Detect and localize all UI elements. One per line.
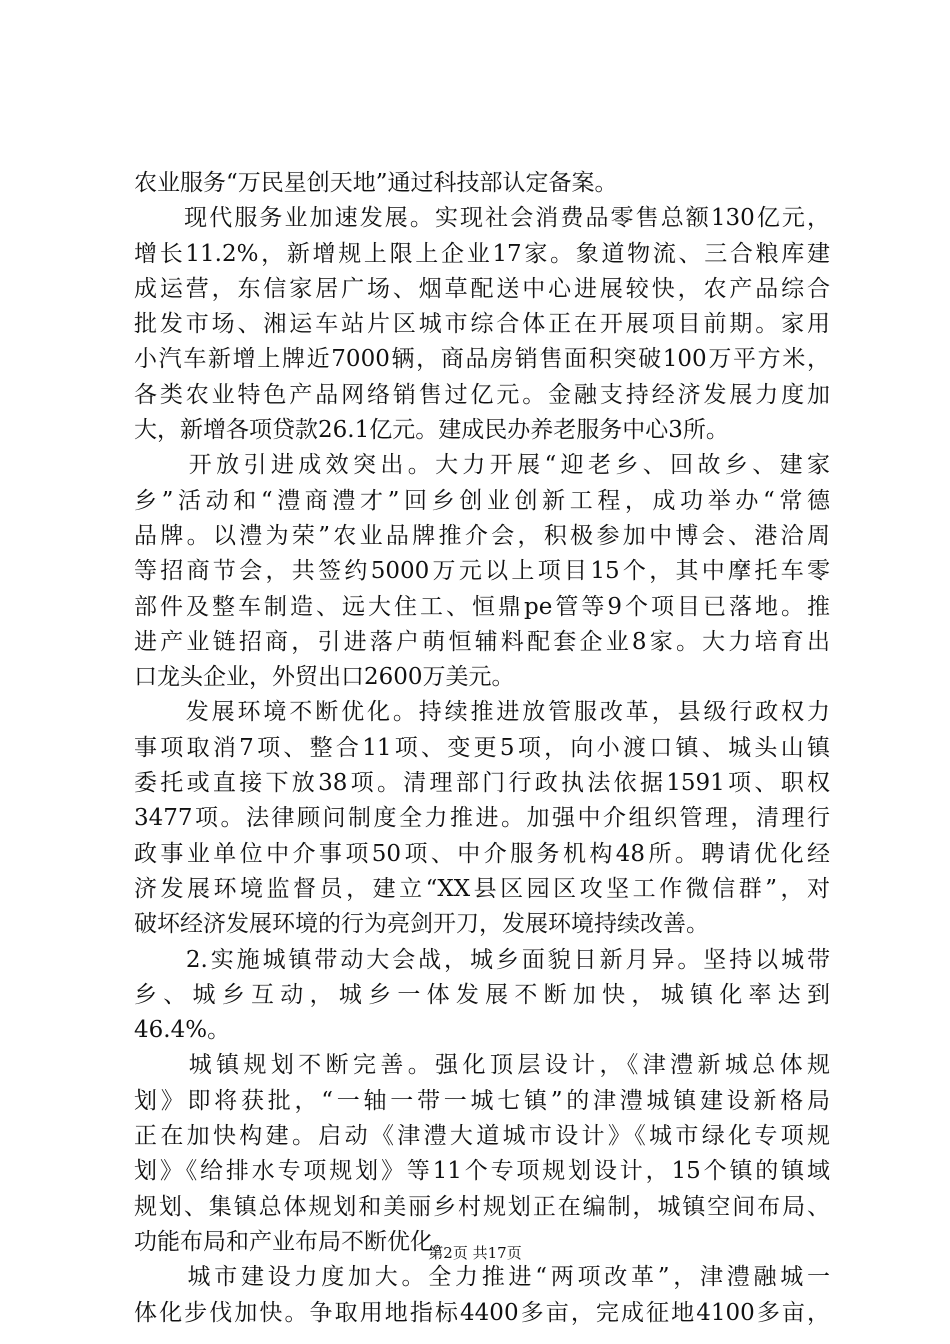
text-line: 口龙头企业，外贸出口2600万美元。 bbox=[134, 664, 515, 691]
text-line: 功能布局和产业布局不断优化。 bbox=[134, 1228, 456, 1255]
text-line: 规划、集镇总体规划和美丽乡村规划正在编制，城镇空间布局、 bbox=[134, 1193, 830, 1220]
text-line: 成运营，东信家居广场、烟草配送中心进展较快，农产品综合 bbox=[134, 275, 830, 302]
text-line: 乡”活动和“澧商澧才”回乡创业创新工程，成功举办“常德 bbox=[134, 487, 830, 514]
text-line: 委托或直接下放38项。清理部门行政执法依据1591项、职权 bbox=[134, 770, 830, 797]
text-line: 事项取消7项、整合11项、变更5项，向小渡口镇、城头山镇 bbox=[134, 734, 830, 761]
text-line: 划》《给排水专项规划》等11个专项规划设计，15个镇的镇域 bbox=[134, 1158, 830, 1185]
document-body bbox=[134, 166, 830, 1331]
text-line: 农业服务“万民星创天地”通过科技部认定备案。 bbox=[134, 170, 618, 196]
text-line: 增长11.2%，新增规上限上企业17家。象道物流、三合粮库建 bbox=[134, 240, 830, 267]
text-line: 体化步伐加快。争取用地指标4400多亩，完成征地4100多亩， bbox=[134, 1299, 830, 1326]
text-line: 济发展环境监督员，建立“XX县区园区攻坚工作微信群”，对 bbox=[134, 875, 830, 902]
text-line: 进产业链招商，引进落户萌恒辅料配套企业8家。大力培育出 bbox=[134, 628, 830, 655]
text-line: 大，新增各项贷款26.1亿元。建成民办养老服务中心3所。 bbox=[134, 417, 729, 444]
text-line: 现代服务业加速发展。实现社会消费品零售总额130亿元， bbox=[134, 205, 830, 232]
text-line: 2.实施城镇带动大会战，城乡面貌日新月异。坚持以城带 bbox=[134, 946, 830, 973]
text-line: 小汽车新增上牌近7000辆，商品房销售面积突破100万平方米， bbox=[134, 346, 830, 373]
text-line: 划》即将获批，“一轴一带一城七镇”的津澧城镇建设新格局 bbox=[134, 1087, 830, 1114]
text-line: 政事业单位中介事项50项、中介服务机构48所。聘请优化经 bbox=[134, 840, 830, 867]
text-line: 3477项。法律顾问制度全力推进。加强中介组织管理，清理行 bbox=[134, 805, 830, 832]
text-line: 正在加快构建。启动《津澧大道城市设计》《城市绿化专项规 bbox=[134, 1123, 830, 1150]
page-footer: 第2页 共17页 bbox=[428, 1244, 522, 1262]
text-line: 破坏经济发展环境的行为亮剑开刀，发展环境持续改善。 bbox=[134, 911, 709, 938]
text-line: 批发市场、湘运车站片区城市综合体正在开展项目前期。家用 bbox=[134, 311, 830, 338]
text-line: 开放引进成效突出。大力开展“迎老乡、回故乡、建家 bbox=[134, 452, 830, 479]
text-line: 城镇规划不断完善。强化顶层设计，《津澧新城总体规 bbox=[134, 1052, 830, 1079]
text-line: 城市建设力度加大。全力推进“两项改革”，津澧融城一 bbox=[134, 1264, 830, 1291]
text-line: 等招商节会，共签约5000万元以上项目15个，其中摩托车零 bbox=[134, 558, 830, 585]
text-line: 乡、城乡互动，城乡一体发展不断加快，城镇化率达到 bbox=[134, 981, 830, 1008]
text-line: 发展环境不断优化。持续推进放管服改革，县级行政权力 bbox=[134, 699, 830, 726]
text-line: 品牌。以澧为荣”农业品牌推介会，积极参加中博会、港洽周 bbox=[134, 522, 830, 549]
text-line: 46.4%。 bbox=[134, 1017, 231, 1044]
text-line: 各类农业特色产品网络销售过亿元。金融支持经济发展力度加 bbox=[134, 381, 830, 408]
text-line: 部件及整车制造、远大住工、恒鼎pe管等9个项目已落地。推 bbox=[134, 593, 830, 620]
